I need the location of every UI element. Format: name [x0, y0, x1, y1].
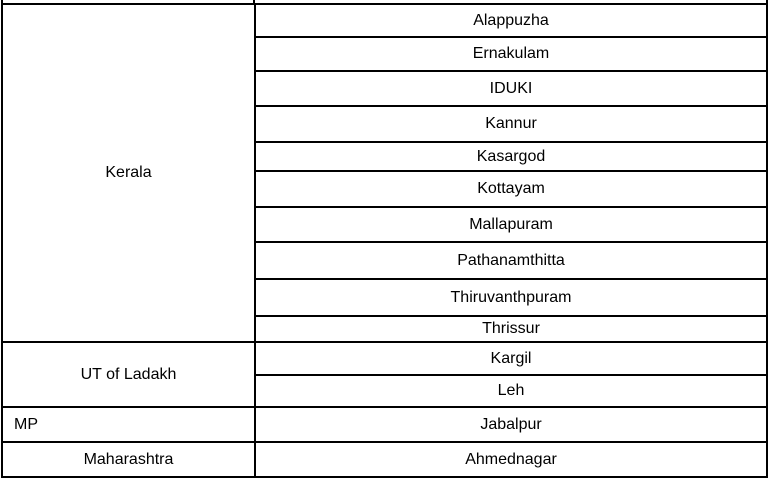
district-cell-kargil: Kargil	[255, 342, 767, 375]
state-cell-mp: MP	[2, 407, 255, 442]
state-cell-maharashtra: Maharashtra	[2, 442, 255, 477]
district-cell-jabalpur: Jabalpur	[255, 407, 767, 442]
table-row	[2, 442, 767, 477]
table-row	[2, 4, 767, 37]
state-cell-ut-of-ladakh: UT of Ladakh	[2, 342, 255, 407]
district-cell-kasargod: Kasargod	[255, 142, 767, 171]
district-cell-pathanamthitta: Pathanamthitta	[255, 242, 767, 279]
district-cell-thiruvanthpuram: Thiruvanthpuram	[255, 279, 767, 316]
district-cell-iduki: IDUKI	[255, 71, 767, 106]
district-cell-kottayam: Kottayam	[255, 171, 767, 207]
state-cell-kerala: Kerala	[2, 4, 255, 342]
district-cell-leh: Leh	[255, 375, 767, 407]
district-cell-ernakulam: Ernakulam	[255, 37, 767, 71]
district-cell-kannur: Kannur	[255, 106, 767, 142]
district-cell-alappuzha: Alappuzha	[255, 4, 767, 37]
district-cell-mallapuram: Mallapuram	[255, 207, 767, 242]
district-cell-ahmednagar: Ahmednagar	[255, 442, 767, 477]
state-district-table	[1, 3, 768, 478]
table-row	[2, 342, 767, 375]
table-row	[2, 407, 767, 442]
district-cell-thrissur: Thrissur	[255, 316, 767, 342]
